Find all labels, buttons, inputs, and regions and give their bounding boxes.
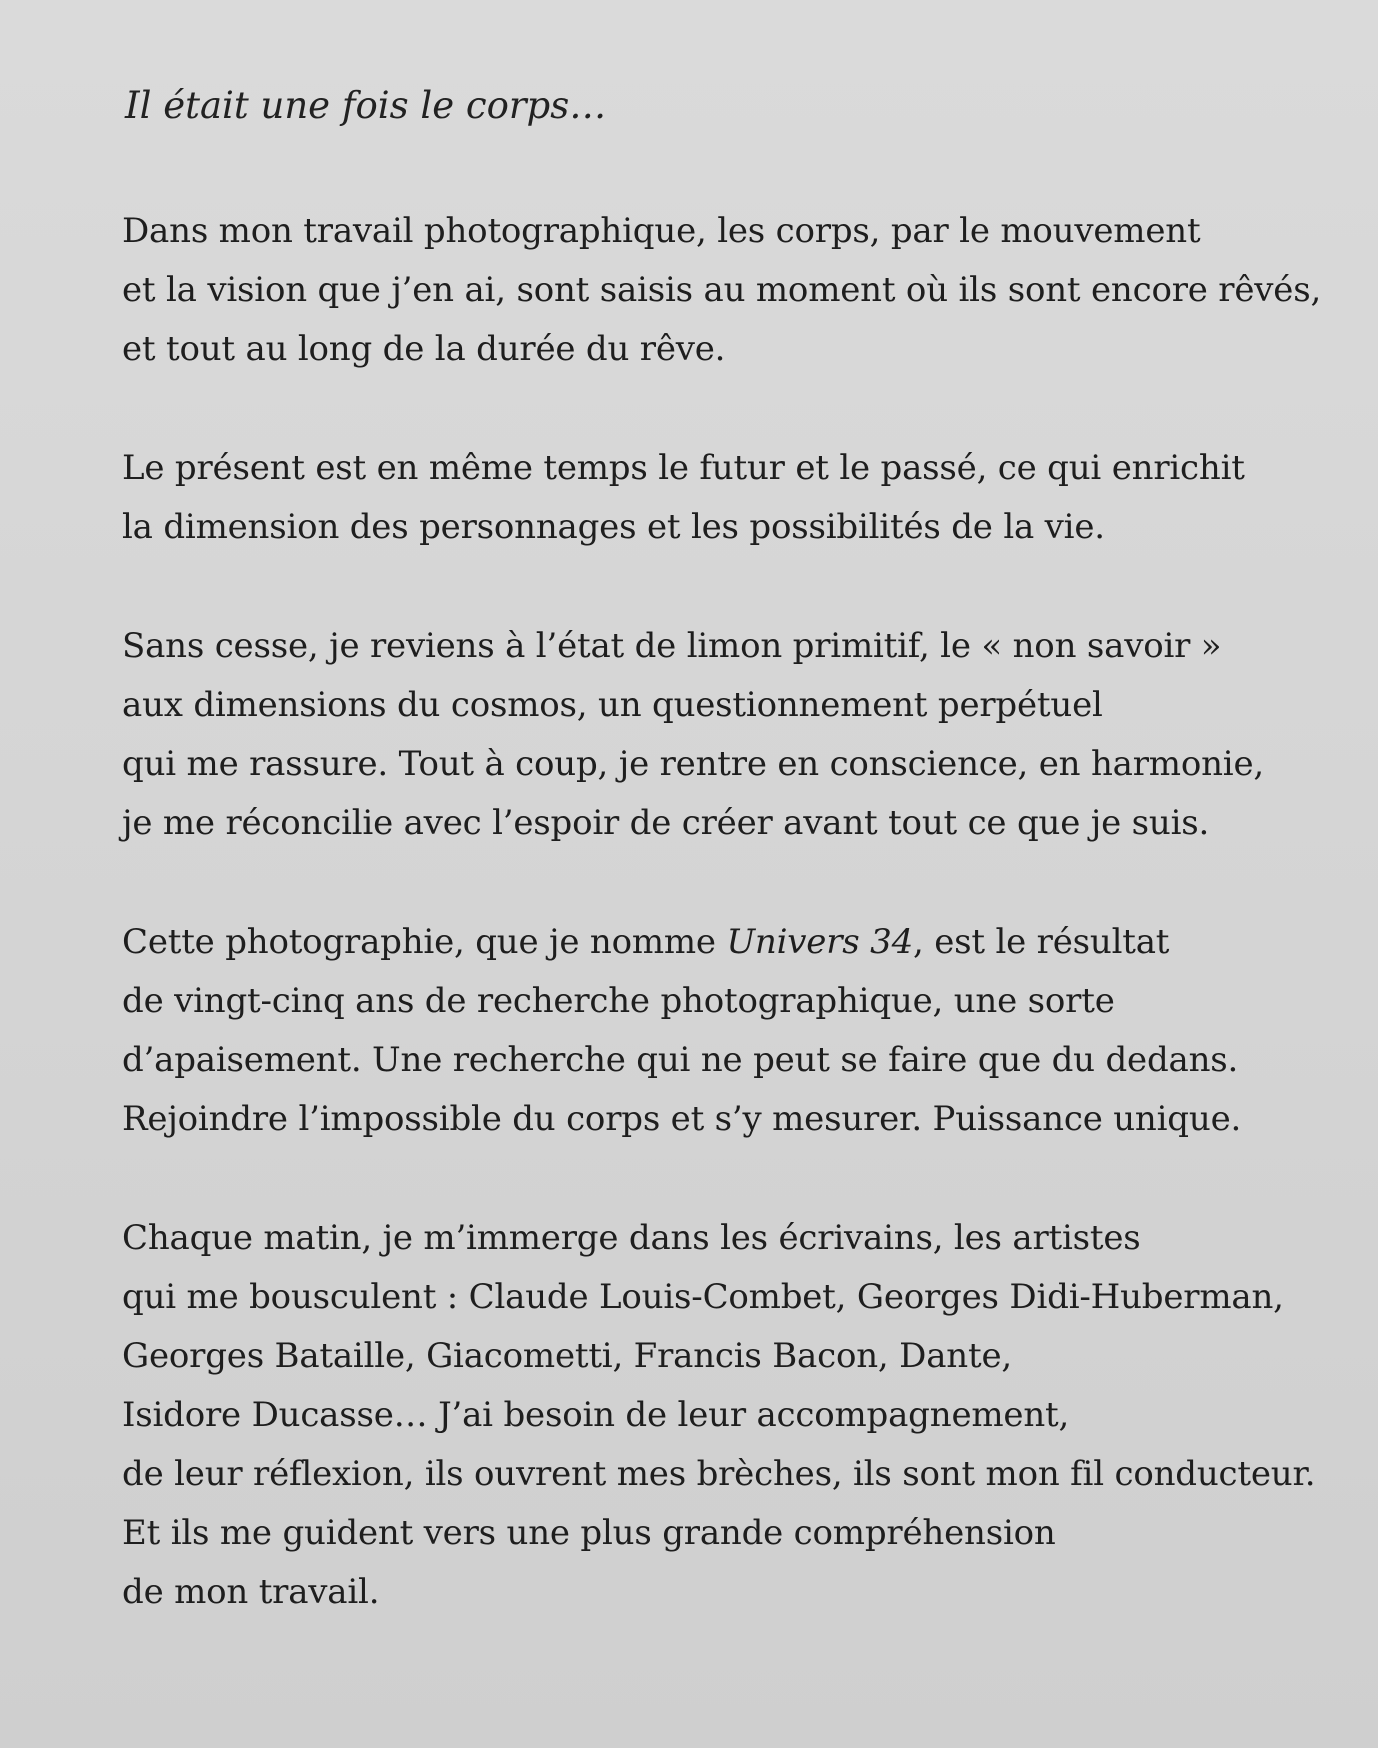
text-segment: Cette photographie, que je nomme: [122, 922, 727, 962]
paragraph-2: [122, 439, 1342, 557]
text-line: et tout au long de la durée du rêve.: [122, 329, 726, 369]
text-line: de leur réflexion, ils ouvrent mes brèches, ils sont mon fil conducteur.: [122, 1454, 1316, 1494]
text-line-with-title: [122, 913, 1342, 972]
text-line: aux dimensions du cosmos, un questionnement perpétuel: [122, 685, 1103, 725]
paragraph-1: [122, 202, 1342, 379]
text-line: de vingt-cinq ans de recherche photographique, une sorte: [122, 981, 1115, 1021]
text-line: la dimension des personnages et les possibilités de la vie.: [122, 507, 1105, 547]
text-line: Isidore Ducasse… J’ai besoin de leur accompagnement,: [122, 1395, 1070, 1435]
text-line: et la vision que j’en ai, sont saisis au moment où ils sont encore rêvés,: [122, 270, 1322, 310]
text-line: je me réconcilie avec l’espoir de créer avant tout ce que je suis.: [122, 803, 1210, 843]
page-title: Il était une fois le corps…: [125, 84, 607, 127]
paragraph-4: [122, 913, 1342, 1149]
text-line: qui me bousculent : Claude Louis-Combet, Georges Didi-Huberman,: [122, 1277, 1284, 1317]
text-line: qui me rassure. Tout à coup, je rentre en conscience, en harmonie,: [122, 744, 1265, 784]
paragraph-5: [122, 1209, 1342, 1622]
text-line: Sans cesse, je reviens à l’état de limon primitif, le « non savoir »: [122, 626, 1222, 666]
paragraph-3: [122, 617, 1342, 853]
text-line: Rejoindre l’impossible du corps et s’y mesurer. Puissance unique.: [122, 1099, 1242, 1139]
text-line: Chaque matin, je m’immerge dans les écrivains, les artistes: [122, 1218, 1141, 1258]
text-line: Georges Bataille, Giacometti, Francis Bacon, Dante,: [122, 1336, 1012, 1376]
artwork-title: Univers 34: [726, 922, 913, 962]
body-text: [122, 202, 1342, 1682]
text-segment: , est le résultat: [913, 922, 1170, 962]
text-line: Et ils me guident vers une plus grande compréhension: [122, 1513, 1056, 1553]
text-line: d’apaisement. Une recherche qui ne peut se faire que du dedans.: [122, 1040, 1239, 1080]
text-line: Le présent est en même temps le futur et le passé, ce qui enrichit: [122, 448, 1245, 488]
text-line: Dans mon travail photographique, les corps, par le mouvement: [122, 211, 1201, 251]
text-line: de mon travail.: [122, 1572, 380, 1612]
